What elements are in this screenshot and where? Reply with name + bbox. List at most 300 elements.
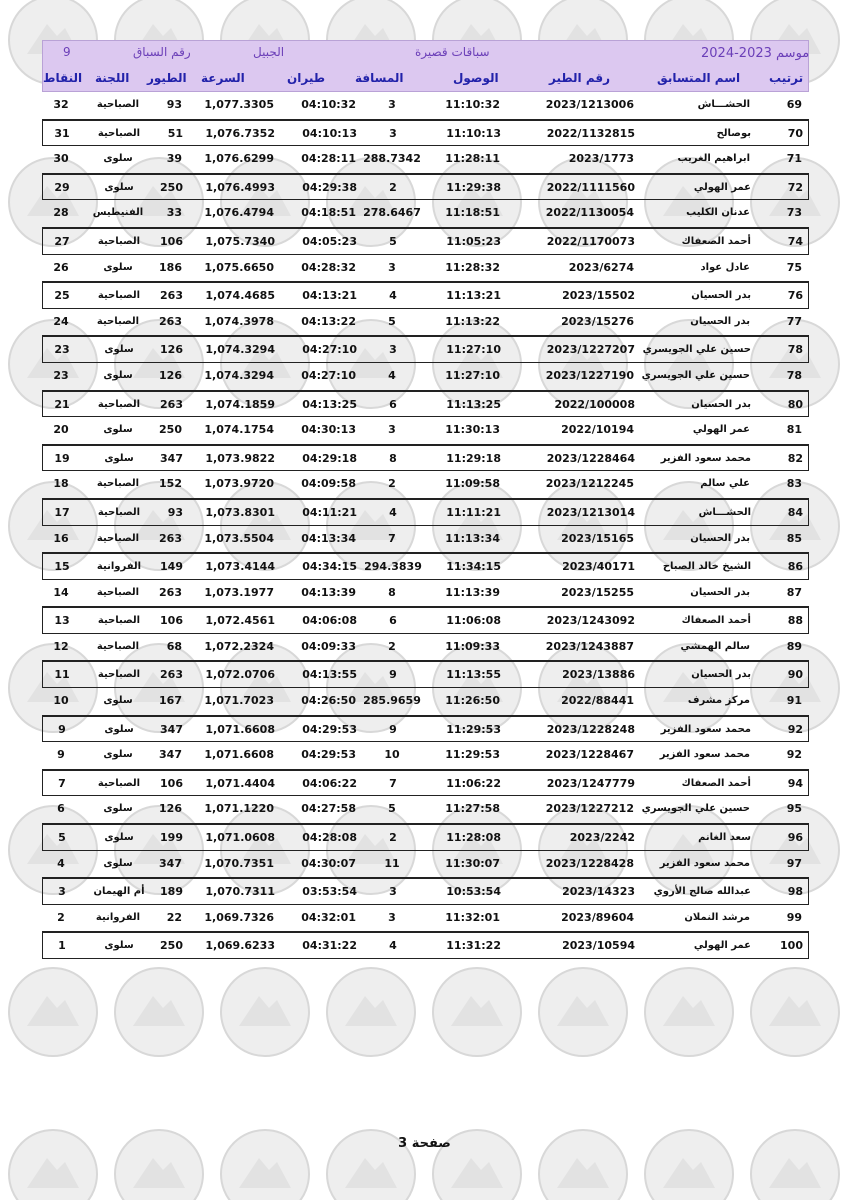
points-cell: 3 — [58, 885, 66, 899]
birds-cell: 347 — [160, 451, 183, 465]
ring-number-cell: 2023/1243887 — [545, 639, 634, 653]
rank-cell: 99 — [786, 910, 802, 924]
points-cell: 9 — [58, 722, 66, 736]
birds-cell: 263 — [159, 531, 182, 545]
distance-cell: 4 — [389, 939, 397, 953]
ring-number-cell: 2023/1227190 — [545, 368, 634, 382]
rank-cell: 69 — [786, 98, 802, 111]
rank-cell: 73 — [786, 206, 802, 220]
speed-cell: 1,071.1220 — [204, 802, 274, 816]
competitor-name-cell: أحمد الصعفاك — [681, 235, 751, 247]
table-row — [42, 716, 809, 743]
speed-cell: 1,073.4144 — [205, 560, 275, 574]
arrival-cell: 11:34:15 — [446, 560, 501, 574]
flight-time-cell: 04:28:32 — [301, 260, 356, 274]
table-row — [42, 336, 809, 363]
rank-cell: 87 — [786, 585, 802, 599]
birds-cell: 93 — [167, 505, 183, 519]
flight-time-cell: 04:28:11 — [301, 152, 356, 166]
arrival-cell: 11:27:10 — [446, 343, 501, 357]
flight-time-cell: 04:13:21 — [302, 289, 357, 303]
points-cell: 6 — [57, 802, 65, 816]
flight-time-cell: 04:27:10 — [301, 368, 356, 382]
table-row — [42, 824, 809, 851]
table-row — [42, 607, 809, 634]
ring-number-cell: 2023/15165 — [561, 531, 634, 545]
table-row — [42, 526, 809, 554]
arrival-cell: 11:13:22 — [445, 314, 500, 328]
rank-cell: 70 — [787, 126, 803, 140]
col-ring-header: رقم الطير — [549, 71, 611, 85]
col-points-header: النقاط — [43, 71, 83, 85]
ring-number-cell: 2023/89604 — [561, 910, 634, 924]
committee-cell: سلوى — [104, 832, 134, 844]
speed-cell: 1,075.6650 — [204, 260, 274, 274]
points-cell: 16 — [53, 531, 69, 545]
points-cell: 13 — [54, 614, 70, 628]
arrival-cell: 11:11:21 — [446, 505, 501, 519]
points-cell: 26 — [53, 260, 69, 274]
arrival-cell: 11:28:11 — [445, 152, 500, 166]
ring-number-cell: 2023/13886 — [562, 668, 635, 682]
arrival-cell: 11:06:08 — [446, 614, 501, 628]
committee-cell: سلوى — [104, 181, 134, 193]
flight-time-cell: 04:27:58 — [301, 802, 356, 816]
distance-cell: 285.9659 — [363, 694, 421, 708]
rank-cell: 72 — [787, 180, 803, 194]
rank-cell: 78 — [786, 368, 802, 382]
arrival-cell: 11:27:10 — [445, 368, 500, 382]
distance-cell: 3 — [388, 98, 396, 111]
arrival-cell: 11:09:58 — [445, 477, 500, 491]
committee-cell: الصباحية — [96, 532, 140, 544]
ring-number-cell: 2022/1170073 — [546, 234, 635, 248]
table-row — [42, 796, 809, 824]
competitor-name-cell: علي سالم — [700, 478, 750, 490]
table-row — [42, 228, 809, 255]
distance-cell: 4 — [389, 505, 397, 519]
ring-number-cell: 2023/6274 — [568, 260, 634, 274]
competitor-name-cell: عبدالله صالح الأروي — [653, 886, 751, 898]
points-cell: 20 — [53, 423, 69, 437]
rank-cell: 75 — [786, 260, 802, 274]
flight-time-cell: 04:13:25 — [302, 397, 357, 411]
col-speed-header: السرعة — [201, 71, 245, 85]
ring-number-cell: 2023/1228464 — [546, 451, 635, 465]
birds-cell: 51 — [167, 126, 183, 140]
competitor-name-cell: بدر الحسيان — [691, 669, 751, 681]
competitor-name-cell: محمد سعود الفزير — [659, 749, 750, 761]
committee-cell: سلوى — [104, 940, 134, 952]
ring-number-cell: 2023/1247779 — [546, 776, 635, 790]
ring-number-cell: 2023/1773 — [568, 152, 634, 166]
flight-time-cell: 04:29:53 — [302, 722, 357, 736]
distance-cell: 3 — [389, 126, 397, 140]
arrival-cell: 11:29:53 — [445, 748, 500, 762]
competitor-name-cell: أحمد الصعفاك — [681, 777, 751, 789]
speed-cell: 1,074.4685 — [205, 289, 275, 303]
speed-cell: 1,076.6299 — [204, 152, 274, 166]
birds-cell: 347 — [160, 722, 183, 736]
points-cell: 12 — [53, 639, 69, 653]
speed-cell: 1,074.1754 — [204, 423, 274, 437]
distance-cell: 2 — [389, 180, 397, 194]
col-committee-header: اللجنة — [95, 71, 130, 85]
committee-cell: الصباحية — [96, 315, 140, 327]
col-birds-header: الطيور — [147, 71, 187, 85]
ring-number-cell: 2023/15502 — [562, 289, 635, 303]
page-number: صفحة 3 — [398, 1136, 451, 1151]
points-cell: 10 — [53, 694, 69, 708]
competitor-name-cell: بدر الحسيان — [690, 315, 750, 327]
rank-cell: 90 — [787, 668, 803, 682]
competitor-name-cell: محمد سعود الفزير — [660, 452, 751, 464]
committee-cell: سلوى — [103, 803, 133, 815]
speed-cell: 1,073.9822 — [205, 451, 275, 465]
committee-cell: الصباحية — [96, 478, 140, 490]
flight-time-cell: 04:27:10 — [302, 343, 357, 357]
race-number: 9 — [63, 45, 71, 59]
table-row — [42, 391, 809, 418]
arrival-cell: 11:26:50 — [445, 694, 500, 708]
ring-number-cell: 2023/1228248 — [546, 722, 635, 736]
distance-cell: 11 — [384, 856, 400, 870]
rank-cell: 91 — [786, 694, 802, 708]
committee-cell: سلوى — [103, 424, 133, 436]
points-cell: 28 — [53, 206, 69, 220]
distance-cell: 7 — [389, 776, 397, 790]
competitor-name-cell: أحمد الصعفاك — [681, 615, 751, 627]
ring-number-cell: 2023/15255 — [561, 585, 634, 599]
distance-cell: 9 — [389, 722, 397, 736]
table-row — [42, 92, 809, 120]
arrival-cell: 11:05:23 — [446, 234, 501, 248]
committee-cell: سلوى — [103, 857, 133, 869]
arrival-cell: 11:30:13 — [445, 423, 500, 437]
birds-cell: 250 — [160, 939, 183, 953]
speed-cell: 1,075.7340 — [205, 234, 275, 248]
flight-time-cell: 04:29:53 — [301, 748, 356, 762]
committee-cell: سلوى — [103, 369, 133, 381]
points-cell: 18 — [53, 477, 69, 491]
birds-cell: 126 — [159, 368, 182, 382]
ring-number-cell: 2022/10194 — [561, 423, 634, 437]
rank-cell: 94 — [787, 776, 803, 790]
flight-time-cell: 04:10:13 — [302, 126, 357, 140]
committee-cell: سلوى — [103, 153, 133, 165]
birds-cell: 263 — [159, 585, 182, 599]
distance-cell: 7 — [388, 531, 396, 545]
committee-cell: سلوى — [103, 695, 133, 707]
ring-number-cell: 2022/1111560 — [546, 180, 635, 194]
flight-time-cell: 04:13:55 — [302, 668, 357, 682]
committee-cell: الصباحية — [97, 127, 141, 139]
arrival-cell: 11:13:39 — [445, 585, 500, 599]
ring-number-cell: 2023/10594 — [562, 939, 635, 953]
ring-number-cell: 2023/14323 — [562, 885, 635, 899]
speed-cell: 1,071.6608 — [205, 722, 275, 736]
results-table — [42, 40, 809, 959]
birds-cell: 263 — [159, 314, 182, 328]
ring-number-cell: 2023/1228467 — [545, 748, 634, 762]
birds-cell: 199 — [160, 831, 183, 845]
speed-cell: 1,070.7351 — [204, 856, 274, 870]
points-cell: 23 — [53, 368, 69, 382]
arrival-cell: 11:10:32 — [445, 98, 500, 111]
flight-time-cell: 04:29:38 — [302, 180, 357, 194]
speed-cell: 1,069.6233 — [205, 939, 275, 953]
speed-cell: 1,074.1859 — [205, 397, 275, 411]
competitor-name-cell: مركز مشرف — [687, 695, 750, 707]
col-distance-header: المسافة — [355, 71, 404, 85]
speed-cell: 1,073.9720 — [204, 477, 274, 491]
rank-cell: 83 — [786, 477, 802, 491]
ring-number-cell: 2023/1227212 — [545, 802, 634, 816]
competitor-name-cell: بدر الحسيان — [690, 532, 750, 544]
distance-cell: 5 — [389, 234, 397, 248]
ring-number-cell: 2023/1213006 — [545, 98, 634, 111]
table-row — [42, 120, 809, 147]
competitor-name-cell: بدر الحسيان — [691, 290, 751, 302]
arrival-cell: 11:32:01 — [445, 910, 500, 924]
speed-cell: 1,071.4404 — [205, 776, 275, 790]
birds-cell: 106 — [160, 234, 183, 248]
flight-time-cell: 04:30:13 — [301, 423, 356, 437]
table-row — [42, 200, 809, 228]
birds-cell: 186 — [159, 260, 182, 274]
distance-cell: 8 — [388, 585, 396, 599]
speed-cell: 1,074.3294 — [205, 343, 275, 357]
flight-time-cell: 04:30:07 — [301, 856, 356, 870]
points-cell: 17 — [54, 505, 70, 519]
distance-cell: 278.6467 — [363, 206, 421, 220]
ring-number-cell: 2023/1228428 — [545, 856, 634, 870]
birds-cell: 347 — [159, 748, 182, 762]
birds-cell: 167 — [159, 694, 182, 708]
distance-cell: 288.7342 — [363, 152, 421, 166]
rank-cell: 81 — [786, 423, 802, 437]
birds-cell: 106 — [160, 776, 183, 790]
arrival-cell: 11:29:38 — [446, 180, 501, 194]
points-cell: 2 — [57, 910, 65, 924]
birds-cell: 189 — [160, 885, 183, 899]
competitor-name-cell: سعد الغانم — [698, 832, 751, 844]
table-row — [42, 174, 809, 201]
speed-cell: 1,072.0706 — [205, 668, 275, 682]
arrival-cell: 11:06:22 — [446, 776, 501, 790]
table-row — [42, 499, 809, 526]
rank-cell: 92 — [786, 748, 802, 762]
points-cell: 14 — [53, 585, 69, 599]
table-body — [42, 92, 809, 959]
flight-time-cell: 04:31:22 — [302, 939, 357, 953]
table-row — [42, 580, 809, 608]
distance-cell: 294.3839 — [364, 560, 422, 574]
birds-cell: 39 — [166, 152, 182, 166]
arrival-cell: 10:53:54 — [446, 885, 501, 899]
table-header — [42, 40, 809, 92]
birds-cell: 250 — [159, 423, 182, 437]
speed-cell: 1,069.7326 — [204, 910, 274, 924]
birds-cell: 68 — [166, 639, 182, 653]
flight-time-cell: 04:11:21 — [302, 505, 357, 519]
table-row — [42, 417, 809, 445]
arrival-cell: 11:10:13 — [446, 126, 501, 140]
arrival-cell: 11:28:08 — [446, 831, 501, 845]
distance-cell: 4 — [388, 368, 396, 382]
flight-time-cell: 04:26:50 — [301, 694, 356, 708]
points-cell: 11 — [54, 668, 70, 682]
arrival-cell: 11:13:25 — [446, 397, 501, 411]
table-row — [42, 688, 809, 716]
points-cell: 23 — [54, 343, 70, 357]
birds-cell: 347 — [159, 856, 182, 870]
committee-cell: الصباحية — [97, 398, 141, 410]
rank-cell: 85 — [786, 531, 802, 545]
speed-cell: 1,074.3294 — [204, 368, 274, 382]
points-cell: 31 — [54, 126, 70, 140]
rank-cell: 97 — [786, 856, 802, 870]
competitor-name-cell: حسين علي الجويسري — [642, 344, 751, 356]
ring-number-cell: 2023/15276 — [561, 314, 634, 328]
rank-cell: 98 — [787, 885, 803, 899]
ring-number-cell: 2022/100008 — [554, 397, 635, 411]
table-row — [42, 770, 809, 797]
distance-cell: 2 — [388, 639, 396, 653]
ring-number-cell: 2023/1213014 — [546, 505, 635, 519]
arrival-cell: 11:31:22 — [446, 939, 501, 953]
race-number-label: رقم السباق — [133, 45, 191, 59]
arrival-cell: 11:18:51 — [445, 206, 500, 220]
rank-cell: 77 — [786, 314, 802, 328]
birds-cell: 33 — [166, 206, 182, 220]
committee-cell: الصباحية — [97, 235, 141, 247]
committee-cell: الصباحية — [97, 615, 141, 627]
competitor-name-cell: محمد سعود الفزير — [660, 723, 751, 735]
rank-cell: 95 — [786, 802, 802, 816]
points-cell: 21 — [54, 397, 70, 411]
competitor-name-cell: حسين علي الجويسري — [641, 803, 750, 815]
committee-cell: الصباحية — [97, 669, 141, 681]
birds-cell: 126 — [159, 802, 182, 816]
flight-time-cell: 04:13:22 — [301, 314, 356, 328]
table-row — [42, 471, 809, 499]
col-arrival-header: الوصول — [453, 71, 499, 85]
table-row — [42, 905, 809, 933]
competitor-name-cell: عدنان الكليب — [686, 207, 750, 219]
arrival-cell: 11:29:53 — [446, 722, 501, 736]
birds-cell: 263 — [160, 397, 183, 411]
flight-time-cell: 04:29:18 — [302, 451, 357, 465]
arrival-cell: 11:13:55 — [446, 668, 501, 682]
points-cell: 30 — [53, 152, 69, 166]
points-cell: 25 — [54, 289, 70, 303]
rank-cell: 78 — [787, 343, 803, 357]
rank-cell: 89 — [786, 639, 802, 653]
distance-cell: 8 — [389, 451, 397, 465]
competitor-name-cell: عمر الهولي — [693, 181, 751, 193]
flight-time-cell: 04:09:33 — [301, 639, 356, 653]
points-cell: 1 — [58, 939, 66, 953]
arrival-cell: 11:29:18 — [446, 451, 501, 465]
rank-cell: 84 — [787, 505, 803, 519]
birds-cell: 152 — [159, 477, 182, 491]
table-row — [42, 553, 809, 580]
points-cell: 9 — [57, 748, 65, 762]
col-rank-header: ترتيب — [769, 71, 804, 85]
rank-cell: 100 — [780, 939, 803, 953]
arrival-cell: 11:13:34 — [445, 531, 500, 545]
competitor-name-cell: مرشد النملان — [684, 911, 750, 923]
rank-cell: 80 — [787, 397, 803, 411]
flight-time-cell: 04:06:22 — [302, 776, 357, 790]
committee-cell: سلوى — [103, 749, 133, 761]
speed-cell: 1,074.3978 — [204, 314, 274, 328]
table-row — [42, 445, 809, 472]
flight-time-cell: 04:28:08 — [302, 831, 357, 845]
table-row — [42, 309, 809, 337]
speed-cell: 1,073.5504 — [204, 531, 274, 545]
committee-cell: الصباحية — [96, 99, 140, 110]
table-row — [42, 932, 809, 959]
points-cell: 24 — [53, 314, 69, 328]
competitor-name-cell: عادل عواد — [700, 261, 750, 273]
speed-cell: 1,072.4561 — [205, 614, 275, 628]
table-row — [42, 363, 809, 391]
speed-cell: 1,076.7352 — [205, 126, 275, 140]
distance-cell: 3 — [388, 423, 396, 437]
season-title: موسم 2023-2024 — [701, 46, 810, 61]
speed-cell: 1,073.8301 — [205, 505, 275, 519]
competitor-name-cell: الحشـــاش — [698, 506, 751, 518]
rank-cell: 88 — [787, 614, 803, 628]
points-cell: 4 — [57, 856, 65, 870]
arrival-cell: 11:27:58 — [445, 802, 500, 816]
speed-cell: 1,071.7023 — [204, 694, 274, 708]
birds-cell: 149 — [160, 560, 183, 574]
rank-cell: 92 — [787, 722, 803, 736]
distance-cell: 4 — [389, 289, 397, 303]
distance-cell: 5 — [388, 802, 396, 816]
committee-cell: الصباحية — [97, 290, 141, 302]
flight-time-cell: 04:13:39 — [301, 585, 356, 599]
birds-cell: 93 — [166, 98, 182, 111]
speed-cell: 1,076.4794 — [204, 206, 274, 220]
race-location: الجبيل — [253, 45, 285, 59]
committee-cell: سلوى — [103, 261, 133, 273]
committee-cell: الفروانية — [96, 561, 142, 573]
table-row — [42, 146, 809, 174]
committee-cell: الصباحية — [97, 777, 141, 789]
points-cell: 32 — [53, 98, 69, 111]
flight-time-cell: 04:06:08 — [302, 614, 357, 628]
distance-cell: 3 — [389, 885, 397, 899]
competitor-name-cell: عمر الهولي — [692, 424, 750, 436]
col-flight-header: طيران — [287, 71, 326, 85]
speed-cell: 1,076.4993 — [205, 180, 275, 194]
competitor-name-cell: عمر الهولي — [693, 940, 751, 952]
ring-number-cell: 2023/40171 — [562, 560, 635, 574]
birds-cell: 250 — [160, 180, 183, 194]
competitor-name-cell: ابراهيم الغريب — [677, 153, 750, 165]
speed-cell: 1,071.0608 — [205, 831, 275, 845]
distance-cell: 10 — [384, 748, 400, 762]
ring-number-cell: 2023/1227207 — [546, 343, 635, 357]
competitor-name-cell: بدر الحسيان — [690, 586, 750, 598]
table-row — [42, 282, 809, 309]
rank-cell: 86 — [787, 560, 803, 574]
flight-time-cell: 04:05:23 — [302, 234, 357, 248]
